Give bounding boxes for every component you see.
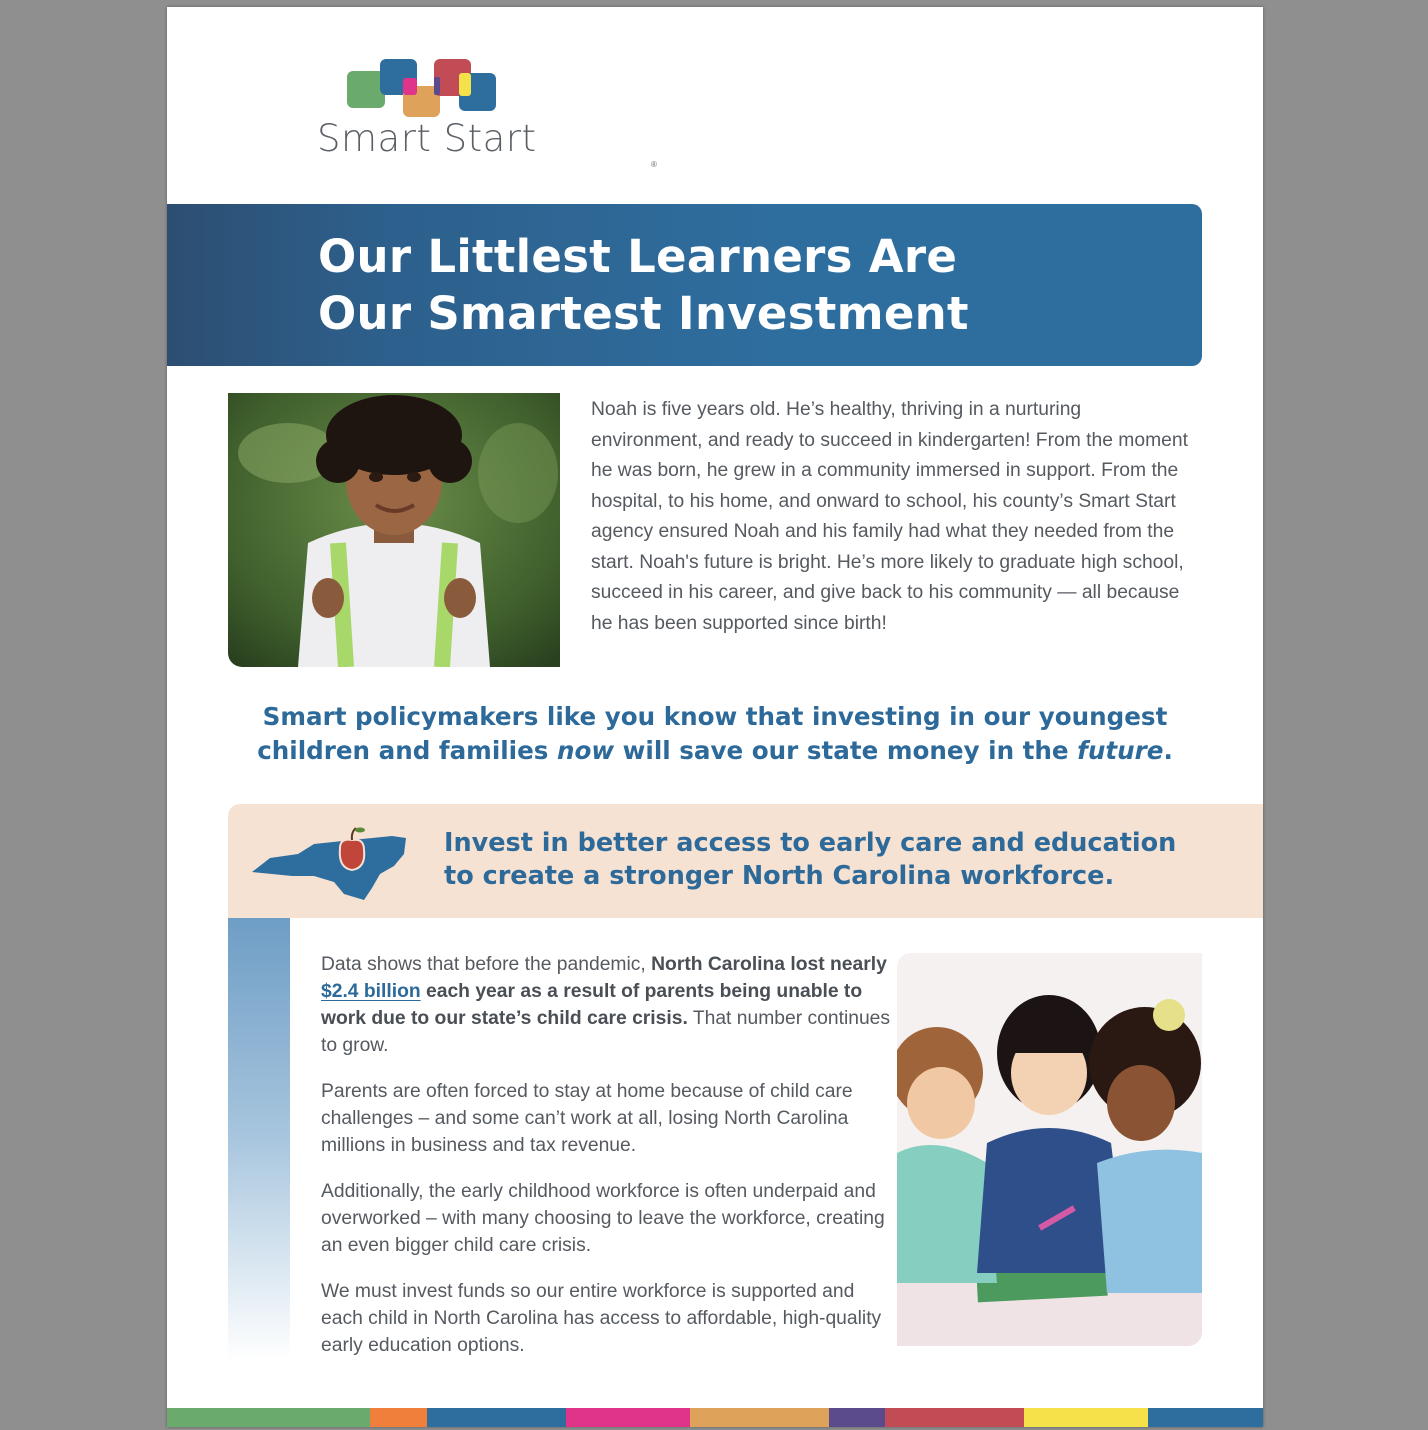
p1-bold-b: each year as a result of parents being unable to work due to our state’s child care crisis. <box>321 981 863 1029</box>
policymaker-quote <box>227 700 1203 768</box>
body-paragraph-2: Parents are often forced to stay at home because of child care challenges – and some can’t work at all, losing North Carolina millions in business and tax revenue. <box>321 1081 853 1156</box>
callout-line-2: to create a stronger North Carolina workforce. <box>444 861 1115 891</box>
flyer-page <box>167 7 1263 1427</box>
child-photo <box>228 393 560 667</box>
page-title <box>318 228 969 342</box>
body-paragraph-4: We must invest funds so our entire workforce is supported and each child in North Carolina has access to affordable, high-quality early education options. <box>321 1281 882 1356</box>
title-line-2: Our Smartest Investment <box>318 287 969 340</box>
strip-pink <box>566 1408 690 1427</box>
body-paragraph-3: Additionally, the early childhood workforce is often underpaid and overworked – with many choosing to leave the workforce, creating an even bigger child care crisis. <box>321 1181 885 1256</box>
quote-emphasis-future: future <box>1077 736 1164 765</box>
title-line-1: Our Littlest Learners Are <box>318 230 958 283</box>
quote-line-2b: will save our state money in the <box>614 736 1078 765</box>
strip-gold <box>690 1408 829 1427</box>
quote-emphasis-now: now <box>556 736 615 765</box>
callout-heading <box>444 827 1176 893</box>
strip-orange <box>370 1408 427 1427</box>
callout-line-1: Invest in better access to early care and education <box>444 828 1177 858</box>
body-text-column <box>321 951 891 1378</box>
children-drawing-photo <box>897 953 1202 1346</box>
smart-start-logo <box>317 59 657 189</box>
strip-yellow <box>1024 1408 1148 1427</box>
apple-icon <box>340 828 365 871</box>
p1-bold-a: North Carolina lost nearly <box>651 954 887 975</box>
gradient-side-bar <box>228 918 290 1360</box>
intro-paragraph: Noah is five years old. He’s healthy, thriving in a nurturing environment, and ready to succeed in kindergarten! From the moment he was born, he grew in a community immersed in support. From the hospital, to his home, and onward to school, his county’s Smart Start agency ensured Noah and his family had what they needed from the start. Noah's future is bright. He’s more likely to graduate high school, succeed in his career, and give back to his community — all because he has been supported since birth! <box>591 399 1188 634</box>
strip-blue-end <box>1148 1408 1263 1427</box>
registered-mark: ® <box>651 160 657 169</box>
logo-squares-icon <box>347 59 499 117</box>
p1-tail: That number continues to grow. <box>321 1008 891 1056</box>
title-banner <box>167 204 1202 366</box>
billion-link[interactable]: $2.4 billion <box>321 981 421 1002</box>
strip-purple <box>829 1408 885 1427</box>
p1-intro: Data shows that before the pandemic, <box>321 954 652 975</box>
body-paragraph-1 <box>321 951 891 1059</box>
brand-color-strip <box>167 1408 1263 1427</box>
quote-line-2a: children and families <box>257 736 557 765</box>
logo-wordmark: Smart Start <box>317 117 537 160</box>
quote-period: . <box>1163 736 1173 765</box>
strip-blue <box>427 1408 566 1427</box>
strip-red <box>885 1408 1024 1427</box>
north-carolina-map-icon <box>252 820 412 900</box>
strip-green <box>167 1408 370 1427</box>
workforce-callout-band <box>228 804 1263 918</box>
quote-line-1: Smart policymakers like you know that investing in our youngest <box>262 702 1168 731</box>
